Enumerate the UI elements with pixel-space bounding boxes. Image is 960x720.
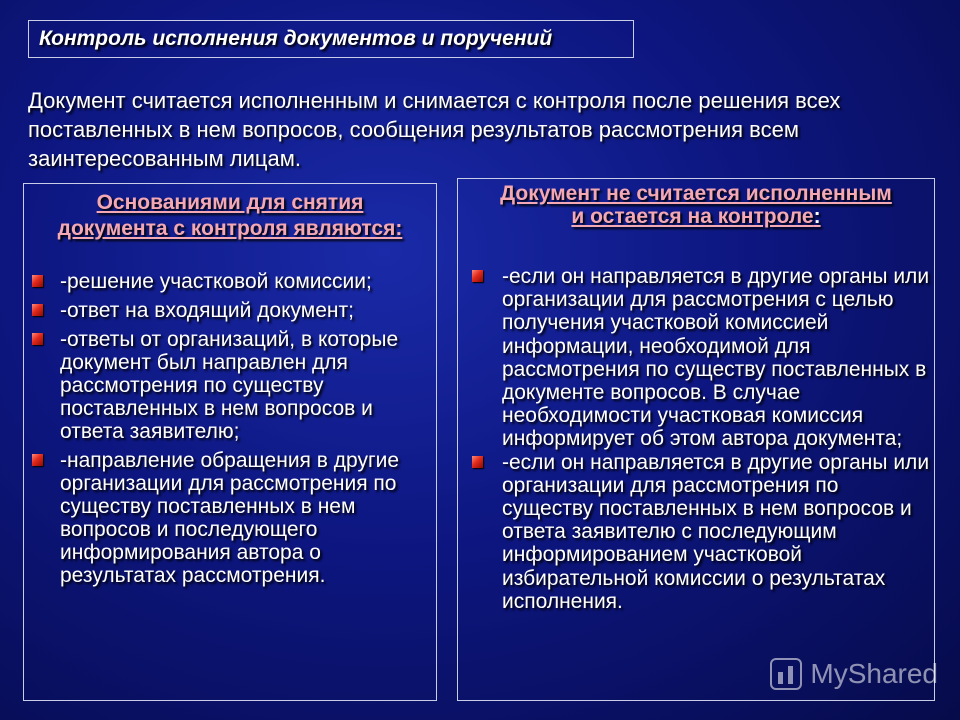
right-heading-line2: и остается на контроле xyxy=(571,205,814,228)
bullet-square-icon xyxy=(32,333,43,345)
bullet-square-icon xyxy=(472,270,483,282)
intro-paragraph: Документ считается исполненным и снимается с контроля после решения всех поставленных в нем вопросов, сообщения результатов рассмотрения всем заинтересованным лицам. xyxy=(28,88,841,171)
slide-title xyxy=(28,20,634,58)
bullet-square-icon xyxy=(32,454,43,466)
left-heading-line2: документа с контроля являются: xyxy=(57,217,403,240)
watermark-text: MyShared xyxy=(810,658,938,689)
right-panel-list xyxy=(458,265,934,613)
left-panel xyxy=(23,183,437,701)
list-item: -решение участковой комиссии; xyxy=(24,270,436,293)
list-item: -направление обращения в другие организации для рассмотрения по существу поставленных в нем вопросов и последующего информирования автора о результатах рассмотрения. xyxy=(24,449,436,587)
right-heading-line2-wrap xyxy=(458,205,934,228)
slide-title-text: Контроль исполнения документов и поручений xyxy=(39,27,553,50)
bullet-square-icon xyxy=(472,456,483,468)
right-heading-line1: Документ не считается исполненным xyxy=(500,182,892,205)
left-panel-list xyxy=(24,270,436,587)
chart-logo-icon xyxy=(770,658,802,690)
list-item: -ответы от организаций, в которые документ был направлен для рассмотрения по существу поставленных в нем вопросов и ответа заявителю; xyxy=(24,328,436,443)
left-heading-line1: Основаниями для снятия xyxy=(96,191,364,214)
list-item: -если он направляется в другие органы или организации для рассмотрения по существу поставленных в нем вопросов и ответа заявителю с последующим информированием участковой избирательной комиссии о результатах исполнения. xyxy=(458,451,934,613)
list-item: -если он направляется в другие органы или организации для рассмотрения с целью получения участковой комиссией информации, необходимой для рассмотрения по существу поставленных в документе вопросов. В случае необходимости участковая комиссия информирует об этом автора документа; xyxy=(458,265,934,451)
left-panel-heading xyxy=(24,190,436,242)
right-panel xyxy=(457,178,935,701)
watermark xyxy=(770,658,938,690)
bullet-square-icon xyxy=(32,275,43,287)
right-heading-colon: : xyxy=(813,205,821,228)
right-panel-heading xyxy=(458,182,934,228)
bullet-square-icon xyxy=(32,304,43,316)
list-item: -ответ на входящий документ; xyxy=(24,299,436,322)
